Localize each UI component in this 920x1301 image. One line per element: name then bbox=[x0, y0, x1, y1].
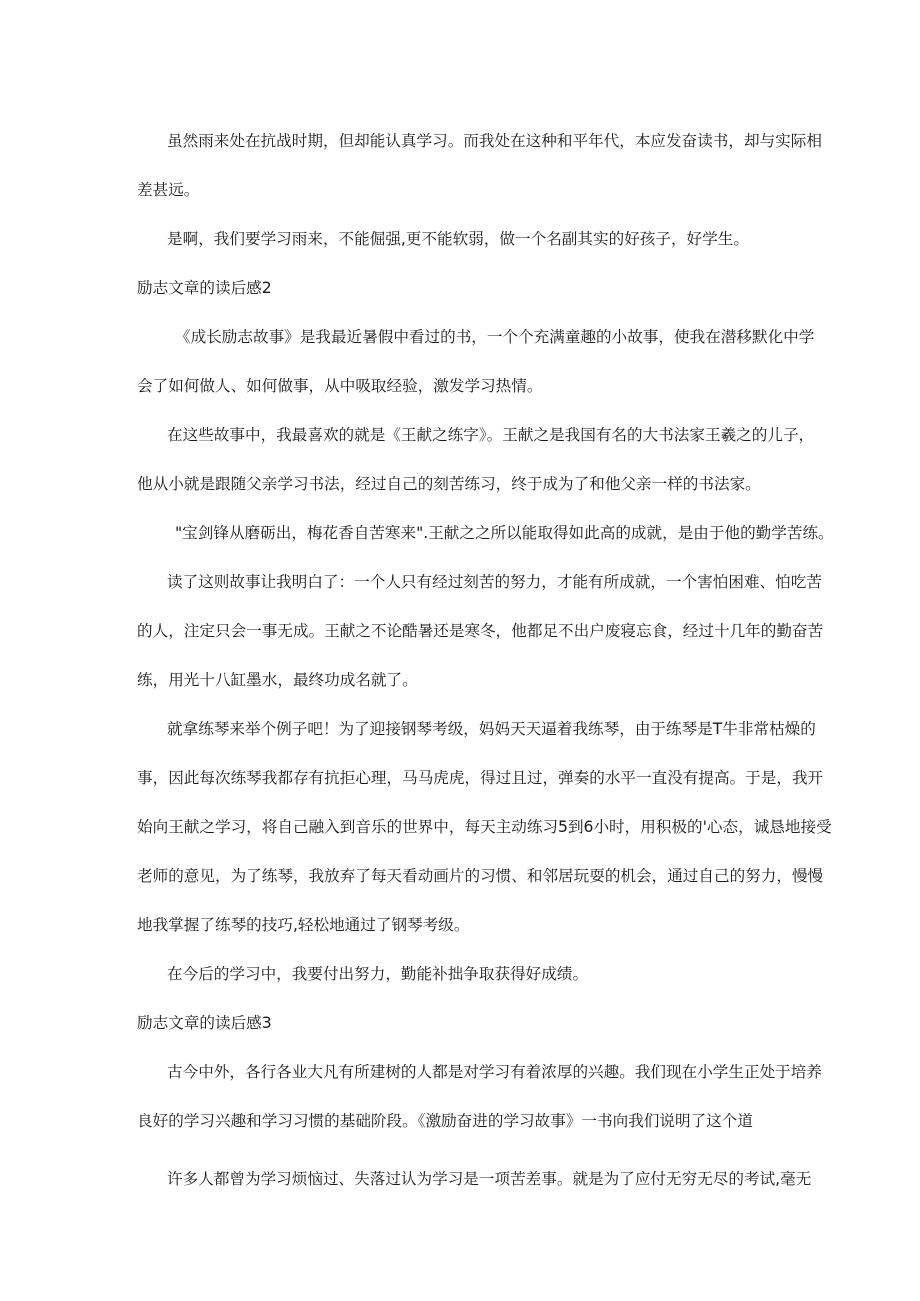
paragraph-line: 就拿练琴来举个例子吧！为了迎接钢琴考级，妈妈天天逼着我练琴，由于练琴是T牛非常枯燥的 bbox=[167, 720, 816, 738]
paragraph-line: 地我掌握了练琴的技巧,轻松地通过了钢琴考级。 bbox=[137, 916, 470, 934]
paragraph-line: 的人，注定只会一事无成。王献之不论酷暑还是寒冬，他都足不出户废寝忘食，经过十几年的勤奋苦 bbox=[137, 622, 824, 640]
paragraph-line: "宝剑锋从磨砺出，梅花香自苦寒来".王献之之所以能取得如此高的成就，是由于他的勤学苦练。 bbox=[175, 524, 834, 542]
section-heading: 励志文章的读后感2 bbox=[137, 279, 272, 297]
paragraph-line: 读了这则故事让我明白了：一个人只有经过刻苦的努力，才能有所成就，一个害怕困难、怕吃苦 bbox=[167, 573, 822, 591]
paragraph-line: 虽然雨来处在抗战时期，但却能认真学习。而我处在这种和平年代，本应发奋读书，却与实际相 bbox=[167, 132, 822, 150]
paragraph-line: 在这些故事中，我最喜欢的就是《王献之练字》。王献之是我国有名的大书法家王羲之的儿子， bbox=[167, 426, 815, 444]
paragraph-line: 是啊，我们要学习雨来，不能倔强,更不能软弱，做一个名副其实的好孩子，好学生。 bbox=[167, 230, 749, 248]
paragraph-line: 良好的学习兴趣和学习习惯的基础阶段。《激励奋进的学习故事》一书向我们说明了这个道 bbox=[137, 1112, 753, 1130]
paragraph-line: 许多人都曾为学习烦恼过、失落过认为学习是一项苦差事。就是为了应付无穷无尽的考试,毫无 bbox=[167, 1170, 812, 1188]
paragraph-line: 会了如何做人、如何做事，从中吸取经验，激发学习热情。 bbox=[137, 377, 543, 395]
paragraph-line: 练，用光十八缸墨水，最终功成名就了。 bbox=[137, 671, 418, 689]
paragraph-line: 在今后的学习中，我要付出努力，勤能补拙争取获得好成绩。 bbox=[167, 965, 589, 983]
paragraph-line: 《成长励志故事》是我最近暑假中看过的书，一个个充满童趣的小故事，使我在潜移默化中学 bbox=[175, 328, 815, 346]
paragraph-line: 始向王献之学习，将自己融入到音乐的世界中，每天主动练习5到6小时，用积极的'心态，诚恳地接受 bbox=[137, 818, 832, 836]
paragraph-line: 他从小就是跟随父亲学习书法，经过自己的刻苦练习，终于成为了和他父亲一样的书法家。 bbox=[137, 475, 761, 493]
paragraph-line: 老师的意见，为了练琴，我放弃了每天看动画片的习惯、和邻居玩耍的机会，通过自己的努力，慢慢 bbox=[137, 867, 824, 885]
paragraph-line: 古今中外，各行各业大凡有所建树的人都是对学习有着浓厚的兴趣。我们现在小学生正处于培养 bbox=[167, 1063, 822, 1081]
section-heading: 励志文章的读后感3 bbox=[137, 1014, 272, 1032]
paragraph-line: 差甚远。 bbox=[137, 181, 200, 199]
paragraph-line: 事，因此每次练琴我都存有抗拒心理，马马虎虎，得过且过，弹奏的水平一直没有提高。于是，我开 bbox=[137, 769, 824, 787]
